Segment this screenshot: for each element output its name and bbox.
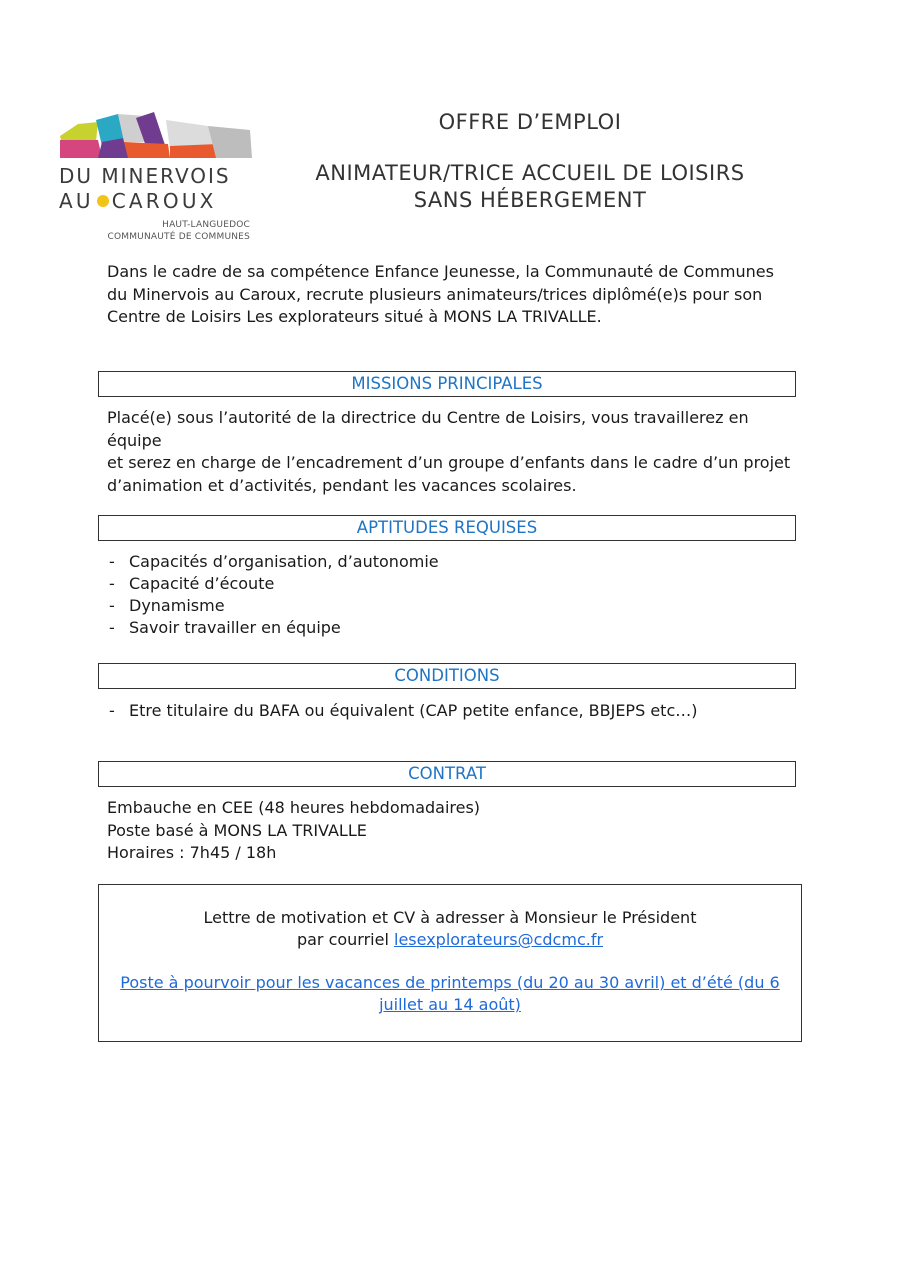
contrat-heading: CONTRAT [98, 761, 796, 787]
aptitudes-heading: APTITUDES REQUISES [98, 515, 796, 541]
application-instructions: Lettre de motivation et CV à adresser à Monsieur le Président [203, 908, 697, 927]
intro-paragraph: Dans le cadre de sa compétence Enfance Jeunesse, la Communauté de Communes du Minervois au Caroux, recrute plusieurs animateurs/trices diplômé(e)s pour son Centre de Loisirs Les explorateurs situé à MONS LA TRIVALLE. [107, 262, 774, 326]
logo-subtitle-2: COMMUNAUTÉ DE COMMUNES [107, 232, 250, 242]
sun-icon [97, 195, 109, 207]
list-item: - Capacités d’organisation, d’autonomie [107, 551, 797, 573]
conditions-list [107, 700, 797, 722]
availability-notice[interactable]: Poste à pourvoir pour les vacances de printemps (du 20 au 30 avril) et d’été (du 6 juillet au 14 août) [120, 973, 780, 1014]
logo-subtitle-1: HAUT-LANGUEDOC [162, 220, 250, 230]
logo [58, 112, 258, 252]
list-item: - Capacité d’écoute [107, 573, 797, 595]
email-line: par courriel lesexplorateurs@cdcmc.fr [296, 930, 604, 949]
application-box [98, 884, 802, 1042]
page-title: OFFRE D’EMPLOI [438, 110, 622, 134]
list-item: - Dynamisme [107, 595, 797, 617]
logo-text-line2: AU CAROUX [59, 189, 217, 213]
missions-paragraph: Placé(e) sous l’autorité de la directrice du Centre de Loisirs, vous travaillerez en équipe et serez en charge de l’encadrement d’un groupe d’enfants dans le cadre d’un projet d’animation et d’activités, pendant les vacances scolaires. [107, 408, 791, 495]
list-item: - Savoir travailler en équipe [107, 617, 797, 639]
missions-heading: MISSIONS PRINCIPALES [98, 371, 796, 397]
job-title: ANIMATEUR/TRICE ACCUEIL DE LOISIRS SANS HÉBERGEMENT [315, 161, 745, 212]
conditions-heading: CONDITIONS [98, 663, 796, 689]
logo-mountains-graphic [58, 112, 258, 162]
logo-text-line1: DU MINERVOIS [59, 164, 231, 188]
list-item: - Etre titulaire du BAFA ou équivalent (CAP petite enfance, BBJEPS etc…) [107, 700, 797, 722]
aptitudes-list [107, 551, 797, 639]
contrat-details: Embauche en CEE (48 heures hebdomadaires) Poste basé à MONS LA TRIVALLE Horaires : 7h45 / 18h [107, 798, 481, 862]
email-link[interactable]: lesexplorateurs@cdcmc.fr [394, 930, 604, 949]
